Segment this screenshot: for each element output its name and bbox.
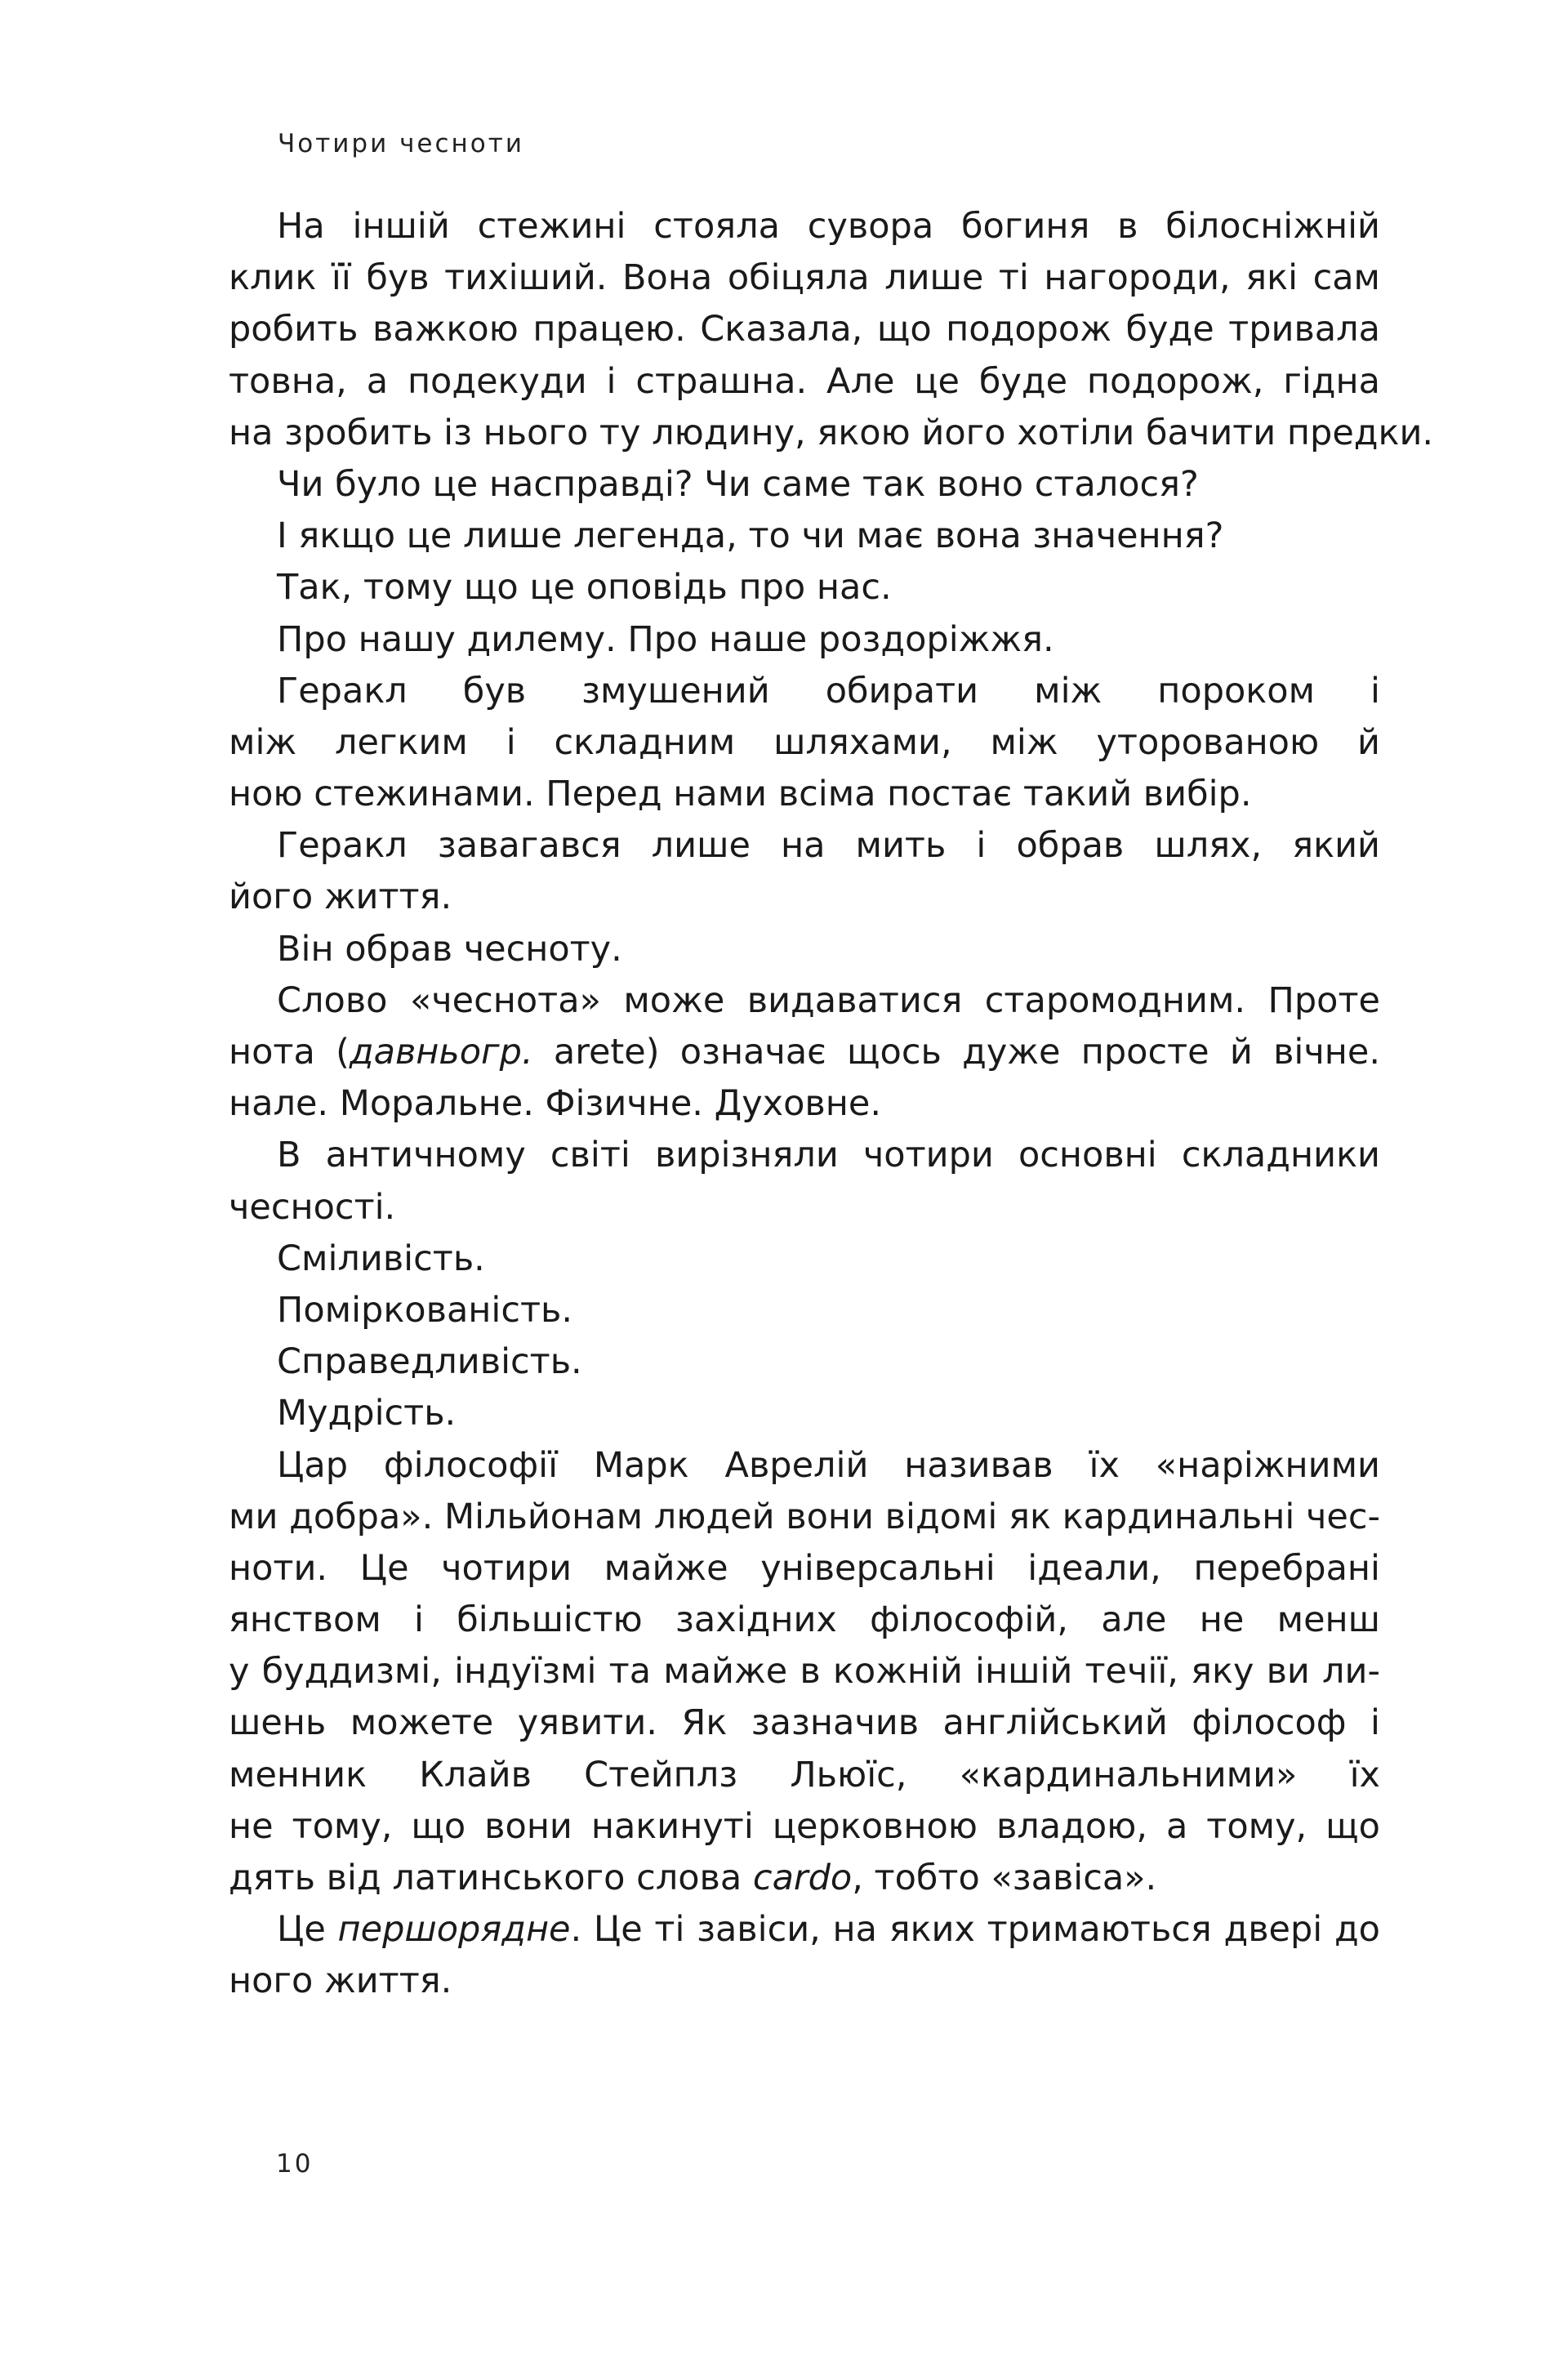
running-head: Чотири чесноти <box>278 129 524 158</box>
text-line: менник Клайв Стейплз Льюїс, «кардинальними» їх <box>229 1754 1380 1795</box>
text-line: Геракл був змушений обирати між пороком і <box>277 670 1380 711</box>
text-line: не тому, що вони накинуті церковною владою, а тому, що <box>229 1805 1380 1847</box>
italic-term: давньогр. <box>349 1032 533 1073</box>
text-line: ми добра». Мільйонам людей вони відомі як кардинальні чес- <box>229 1496 1380 1537</box>
text-line: І якщо це лише легенда, то чи має вона значення? <box>277 515 1224 557</box>
text-line: Поміркованість. <box>277 1289 573 1331</box>
text-line: ного життя. <box>229 1960 452 2002</box>
text-line: Сміливість. <box>277 1238 485 1279</box>
text-line: Геракл завагався лише на мить і обрав шлях, який <box>277 825 1380 867</box>
text-line: Він обрав чесноту. <box>277 928 622 970</box>
text-line: Так, тому що це оповідь про нас. <box>277 567 892 609</box>
text-line: В античному світі вирізняли чотири основні складники <box>277 1135 1380 1176</box>
text-run: дять від латинського слова <box>229 1858 753 1898</box>
text-run: , тобто «завіса». <box>852 1858 1157 1898</box>
text-line: Про нашу дилему. Про наше роздоріжжя. <box>277 618 1054 660</box>
text-line: шень можете уявити. Як зазначив англійський філософ і <box>229 1702 1380 1744</box>
text-line: Цар філософії Марк Аврелій називав їх «наріжними <box>277 1444 1380 1486</box>
text-line: янством і більшістю західних філософій, але не менш <box>229 1599 1380 1641</box>
text-line: На іншій стежині стояла сувора богиня в білосніжній <box>277 206 1380 247</box>
text-line: у буддизмі, індуїзмі та майже в кожній іншій течії, яку ви ли- <box>229 1651 1380 1693</box>
text-run: Це <box>277 1909 338 1951</box>
page-number: 10 <box>276 2149 314 2179</box>
text-run: arete) означає щось дуже просте й вічне. <box>553 1032 1380 1073</box>
text-line: Чи було це насправді? Чи саме так воно сталося? <box>277 463 1199 505</box>
text-line: ноти. Це чотири майже універсальні ідеали, перебрані <box>229 1547 1380 1589</box>
text-line: робить важкою працею. Сказала, що подорож буде тривала <box>229 309 1380 350</box>
text-line: Мудрість. <box>277 1393 457 1434</box>
text-line: на зробить із нього ту людину, якою його хотіли бачити предки. <box>229 412 1434 453</box>
body-text <box>229 201 1434 2008</box>
text-line: між легким і складним шляхами, між уторованою й <box>229 721 1380 763</box>
text-line: чесності. <box>229 1186 396 1228</box>
text-line: Слово «чеснота» може видаватися старомодним. Проте <box>277 979 1380 1021</box>
italic-term: cardo <box>752 1858 853 1898</box>
text-line: його життя. <box>229 876 452 918</box>
text-line: товна, а подекуди і страшна. Але це буде подорож, гідна <box>229 360 1380 402</box>
text-line: Справедливість. <box>277 1341 582 1383</box>
text-line: клик її був тихіший. Вона обіцяла лише ті нагороди, які сам <box>229 257 1380 299</box>
text-line <box>229 1027 1380 1078</box>
text-run: нота ( <box>229 1032 350 1073</box>
text-line <box>229 1904 1380 1956</box>
text-line <box>229 1853 1380 1904</box>
italic-term: першорядне <box>337 1909 571 1951</box>
text-run: . Це ті завіси, на яких тримаються двері до <box>570 1909 1380 1951</box>
text-line: нале. Моральне. Фізичне. Духовне. <box>229 1083 881 1125</box>
text-line: ною стежинами. Перед нами всіма постає такий вибір. <box>229 774 1252 815</box>
